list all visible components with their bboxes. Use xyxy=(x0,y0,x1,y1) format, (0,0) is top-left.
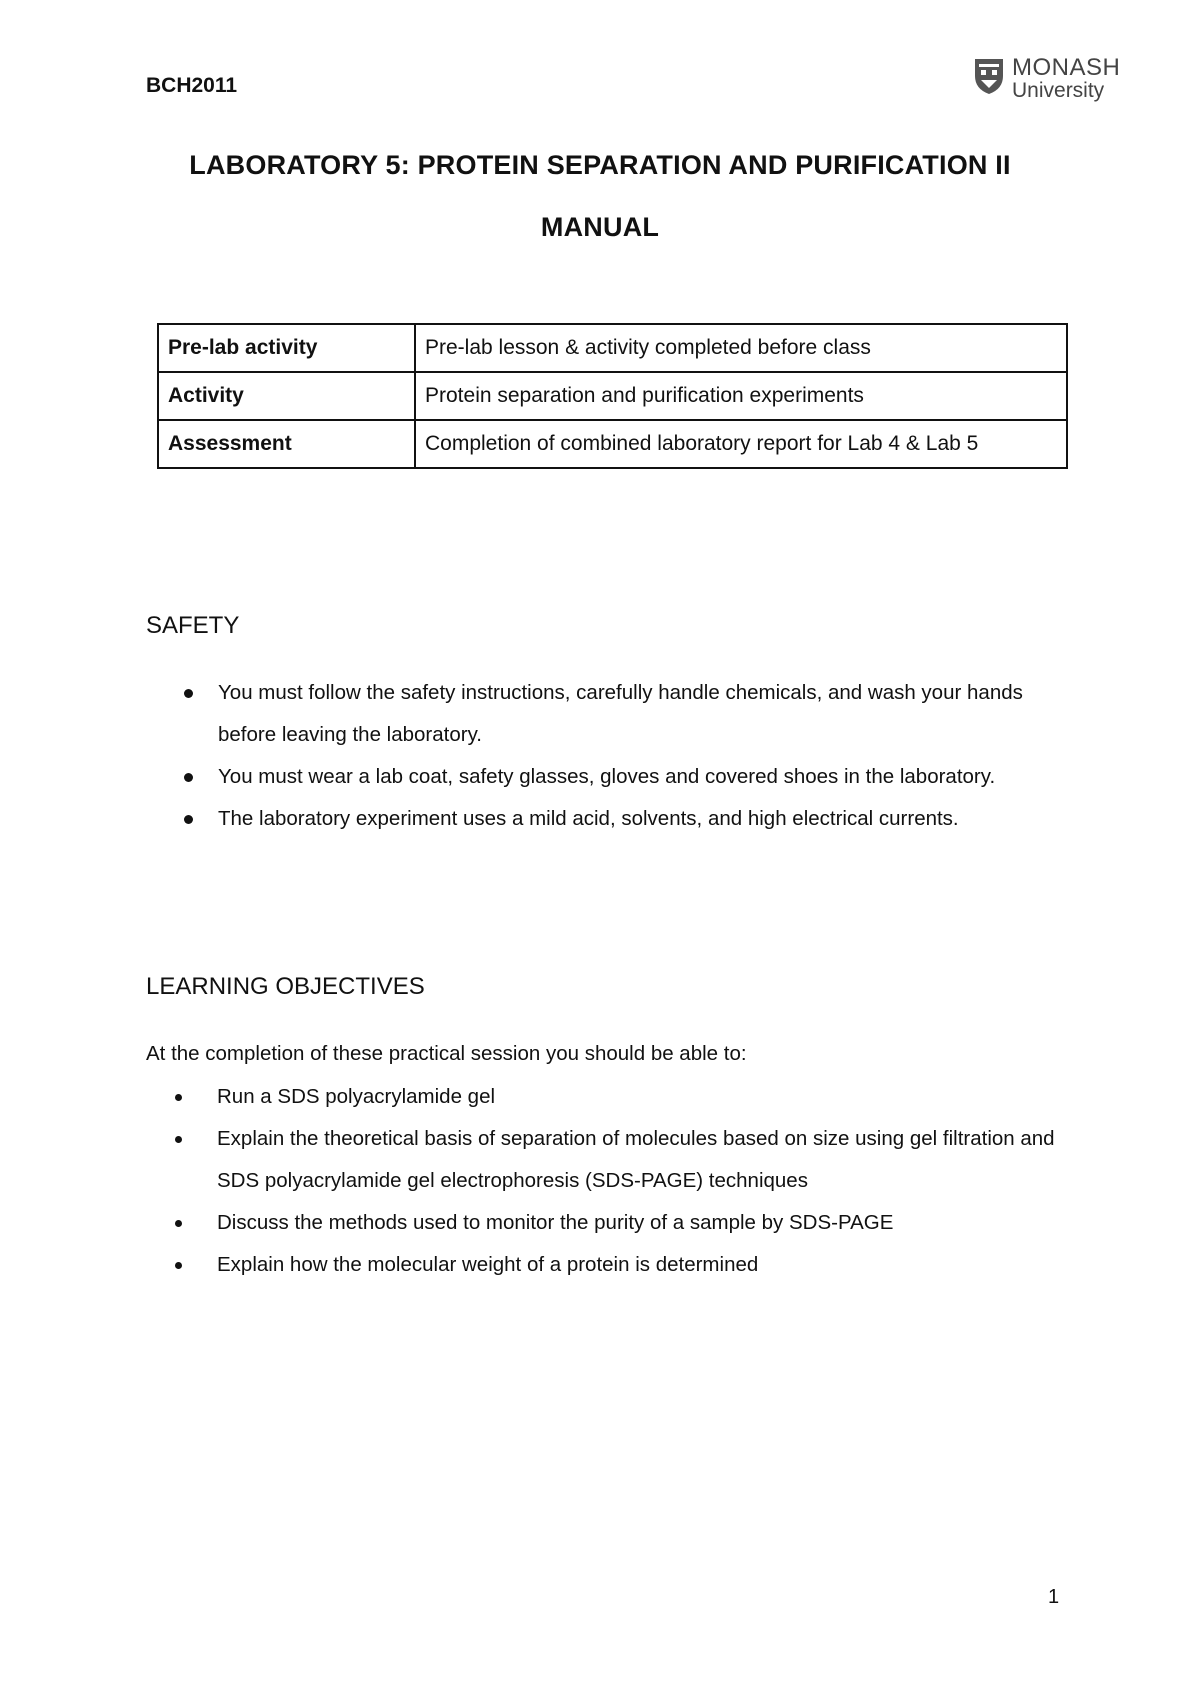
bullet-icon xyxy=(175,1262,182,1269)
list-item xyxy=(217,1202,1067,1244)
row-value: Completion of combined laboratory report for Lab 4 & Lab 5 xyxy=(415,420,1067,468)
list-item-text: Explain the theoretical basis of separation of molecules based on size using gel filtration and SDS polyacrylamide gel electrophoresis (SDS-PAGE) techniques xyxy=(217,1127,1055,1192)
bullet-icon xyxy=(184,689,193,698)
bullet-icon xyxy=(184,815,193,824)
list-item xyxy=(217,1076,1067,1118)
safety-heading: SAFETY xyxy=(146,612,240,639)
row-label: Activity xyxy=(158,372,415,420)
lab-info-table xyxy=(157,323,1068,469)
learning-objectives-heading: LEARNING OBJECTIVES xyxy=(146,973,425,1000)
list-item xyxy=(218,756,1068,798)
learning-objectives-list xyxy=(217,1076,1067,1286)
bullet-icon xyxy=(175,1094,182,1101)
table-row xyxy=(158,324,1067,372)
list-item-text: Discuss the methods used to monitor the purity of a sample by SDS-PAGE xyxy=(217,1211,894,1234)
list-item-text: The laboratory experiment uses a mild acid, solvents, and high electrical currents. xyxy=(218,807,959,830)
bullet-icon xyxy=(175,1220,182,1227)
list-item xyxy=(218,672,1068,756)
learning-objectives-intro: At the completion of these practical session you should be able to: xyxy=(146,1042,747,1065)
row-value: Protein separation and purification experiments xyxy=(415,372,1067,420)
monash-logo xyxy=(972,54,1132,102)
list-item-text: Run a SDS polyacrylamide gel xyxy=(217,1085,496,1108)
row-label: Pre-lab activity xyxy=(158,324,415,372)
logo-name: MONASH xyxy=(1012,54,1121,81)
page-subtitle: MANUAL xyxy=(540,212,660,242)
logo-subtitle: University xyxy=(1012,79,1105,102)
row-value: Pre-lab lesson & activity completed before class xyxy=(415,324,1067,372)
table-row xyxy=(158,372,1067,420)
list-item xyxy=(218,798,1068,840)
list-item-text: Explain how the molecular weight of a protein is determined xyxy=(217,1253,759,1276)
bullet-icon xyxy=(175,1136,182,1143)
bullet-icon xyxy=(184,773,193,782)
page-title: LABORATORY 5: PROTEIN SEPARATION AND PURIFICATION II xyxy=(189,150,1011,180)
monash-crest-icon xyxy=(972,56,1006,96)
safety-list xyxy=(218,672,1068,840)
list-item-text: You must wear a lab coat, safety glasses, gloves and covered shoes in the laboratory. xyxy=(218,765,996,788)
course-code: BCH2011 xyxy=(146,74,238,97)
table-row xyxy=(158,420,1067,468)
list-item xyxy=(217,1118,1067,1202)
row-label: Assessment xyxy=(158,420,415,468)
page-number: 1 xyxy=(1048,1586,1060,1608)
list-item-text: You must follow the safety instructions, carefully handle chemicals, and wash your hands before leaving the laboratory. xyxy=(218,681,1023,746)
list-item xyxy=(217,1244,1067,1286)
